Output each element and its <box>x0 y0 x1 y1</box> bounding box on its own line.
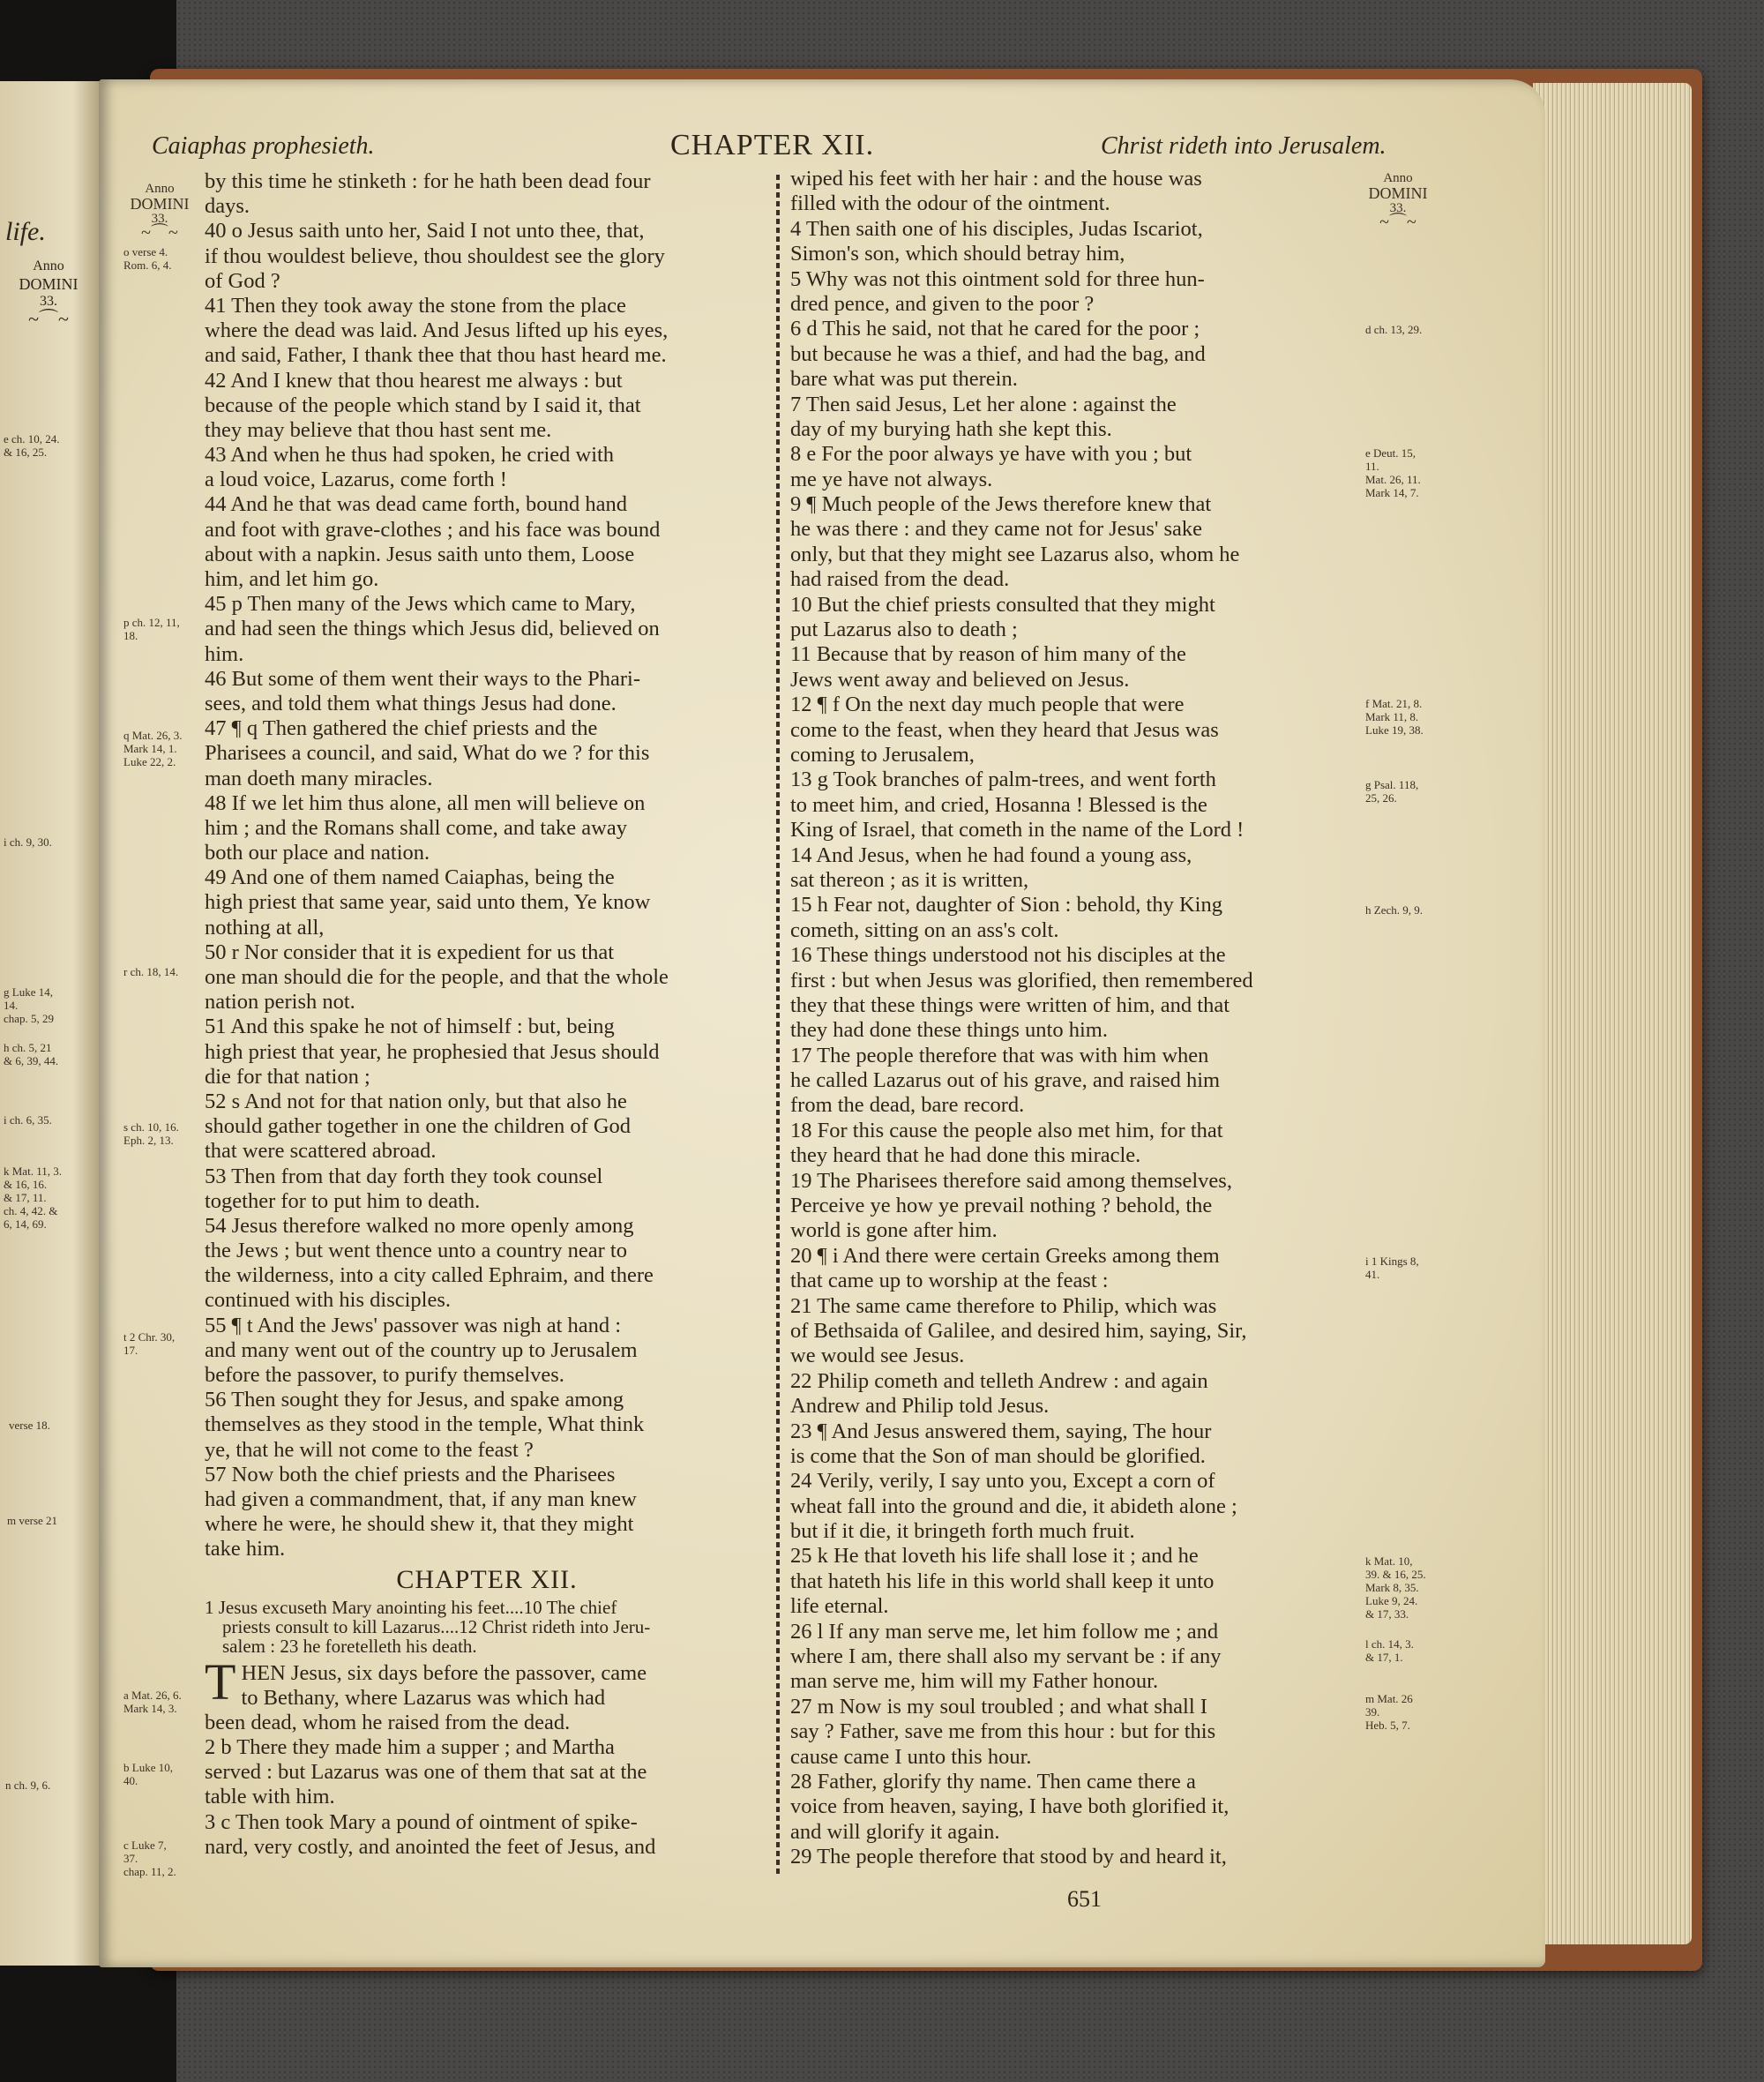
text-line: he called Lazarus out of his grave, and raised him <box>790 1068 1221 1093</box>
text-line: 7 Then said Jesus, Let her alone : against the <box>790 392 1177 416</box>
text-line: only, but that they might see Lazarus also, whom he <box>790 542 1240 566</box>
margin-ref: p ch. 12, 11, <box>123 616 180 629</box>
text-line: 22 Philip cometh and telleth Andrew : and again <box>790 1368 1208 1393</box>
text-line: he was there : and they came not for Jesus' sake <box>790 517 1203 542</box>
margin-ref: Mat. 26, 11. <box>1365 473 1421 486</box>
text-line: where he were, he should shew it, that they might <box>205 1512 634 1537</box>
text-line: 45 p Then many of the Jews which came to Mary, <box>205 592 636 617</box>
text-line: 57 Now both the chief priests and the Pharisees <box>205 1462 616 1487</box>
text-line: high priest that same year, said unto them, Ye know <box>205 890 651 915</box>
text-line: wiped his feet with her hair : and the house was <box>790 167 1202 191</box>
text-line: Andrew and Philip told Jesus. <box>790 1394 1050 1419</box>
text-line: dred pence, and given to the poor ? <box>790 291 1095 316</box>
text-line: where the dead was laid. And Jesus lifted up his eyes, <box>205 318 669 343</box>
text-line: that hateth his life in this world shall keep it unto <box>790 1569 1215 1593</box>
text-line: 23 ¶ And Jesus answered them, saying, The hour <box>790 1419 1212 1443</box>
left-text-column <box>205 169 769 1860</box>
margin-ref: r ch. 18, 14. <box>123 965 179 978</box>
text-line: 42 And I knew that thou hearest me always : but <box>205 368 623 393</box>
chapter-heading: CHAPTER XII. <box>396 1564 578 1594</box>
text-line: they that these things were written of him, and that <box>790 992 1230 1017</box>
anno-line: DOMINI <box>1368 184 1428 202</box>
text-line: take him. <box>205 1537 286 1562</box>
text-line: of Bethsaida of Galilee, and desired him, saying, Sir, <box>790 1318 1247 1343</box>
prev-ref: m verse 21 <box>7 1514 58 1527</box>
running-header-left: Caiaphas prophesieth. <box>152 132 375 160</box>
margin-ref: s ch. 10, 16. <box>123 1120 179 1134</box>
margin-ref: Luke 19, 38. <box>1365 723 1424 737</box>
prev-ref: & 6, 39, 44. <box>4 1054 59 1067</box>
margin-ref: Mark 11, 8. <box>1365 710 1419 723</box>
running-header-right: Christ rideth into Jerusalem. <box>1101 132 1387 160</box>
text-line: themselves as they stood in the temple, What think <box>205 1412 645 1437</box>
text-line: bare what was put therein. <box>790 367 1018 392</box>
prev-page-header-word: life. <box>5 217 46 246</box>
text-line: and foot with grave-clothes ; and his face was bound <box>205 517 661 542</box>
text-line: 47 ¶ q Then gathered the chief priests and the <box>205 716 598 741</box>
margin-ref: Rom. 6, 4. <box>123 258 172 272</box>
prev-page-anno-domini <box>9 258 88 328</box>
text-line: first : but when Jesus was glorified, then remembered <box>790 968 1253 992</box>
text-line: 29 The people therefore that stood by and heard it, <box>790 1845 1227 1869</box>
text-line: 3 c Then took Mary a pound of ointment of spike- <box>205 1809 638 1834</box>
text-line: wheat fall into the ground and die, it abideth alone ; <box>790 1494 1237 1518</box>
anno-line: 33. <box>1389 201 1407 215</box>
text-line: me ye have not always. <box>790 467 993 491</box>
text-line: had raised from the dead. <box>790 567 1010 592</box>
margin-ref: Luke 22, 2. <box>123 755 176 768</box>
prev-ref: i ch. 6, 35. <box>4 1113 52 1127</box>
margin-ref: chap. 11, 2. <box>123 1865 176 1878</box>
prev-anno-line: DOMINI <box>19 275 78 293</box>
text-line: 49 And one of them named Caiaphas, being the <box>205 865 615 890</box>
page-number: 651 <box>1067 1886 1102 1912</box>
text-line: 4 Then saith one of his disciples, Judas Iscariot, <box>790 216 1203 241</box>
prev-ref: ch. 4, 42. & <box>4 1204 58 1217</box>
text-line: 2 b There they made him a supper ; and Martha <box>205 1735 615 1760</box>
anno-line: DOMINI <box>130 195 190 213</box>
text-line: world is gone after him. <box>790 1218 998 1243</box>
prev-ref: g Luke 14, <box>4 985 53 999</box>
text-line: 13 g Took branches of palm-trees, and went forth <box>790 768 1216 792</box>
text-line: 48 If we let him thus alone, all men will believe on <box>205 790 646 815</box>
text-line: 55 ¶ t And the Jews' passover was nigh at hand : <box>205 1313 622 1337</box>
text-line: 9 ¶ Much people of the Jews therefore knew that <box>790 492 1212 517</box>
text-line: nothing at all, <box>205 915 325 940</box>
text-line: 44 And he that was dead came forth, bound hand <box>205 492 627 517</box>
text-line: where I am, there shall also my servant be : if any <box>790 1644 1222 1669</box>
anno-domini-left <box>120 182 199 243</box>
anno-domini-right <box>1358 171 1438 232</box>
text-line: 5 Why was not this ointment sold for three hun- <box>790 266 1205 291</box>
prev-ref: 14. <box>4 999 19 1012</box>
prev-ref: chap. 5, 29 <box>4 1012 55 1025</box>
text-line: sat thereon ; as it is written, <box>790 867 1029 892</box>
text-line: 40 o Jesus saith unto her, Said I not unto thee, that, <box>205 219 645 243</box>
text-line: 26 l If any man serve me, let him follow me ; and <box>790 1619 1219 1644</box>
margin-ref: Luke 9, 24. <box>1365 1594 1418 1607</box>
prev-ref: & 16, 25. <box>4 446 48 459</box>
text-line: we would see Jesus. <box>790 1344 965 1368</box>
margin-ref: f Mat. 21, 8. <box>1365 697 1423 710</box>
text-line: life eternal. <box>790 1594 889 1619</box>
margin-ref: d ch. 13, 29. <box>1365 323 1423 336</box>
ornament-squiggle: ~⌒~ <box>141 223 178 243</box>
margin-ref: Mark 14, 1. <box>123 742 177 755</box>
text-line: Pharisees a council, and said, What do we ? for this <box>205 741 650 766</box>
margin-ref: 39. <box>1365 1705 1380 1719</box>
text-line: that came up to worship at the feast : <box>790 1269 1109 1293</box>
text-line: man doeth many miracles. <box>205 766 433 790</box>
chapter-summary-line: salem : 23 he foretelleth his death. <box>222 1635 477 1657</box>
margin-ref: Eph. 2, 13. <box>123 1134 174 1147</box>
margin-ref: o verse 4. <box>123 245 168 258</box>
prev-ref: n ch. 9, 6. <box>5 1779 51 1792</box>
text-line: served : but Lazarus was one of them that sat at the <box>205 1760 647 1785</box>
text-line: nation perish not. <box>205 990 355 1015</box>
page-edges <box>1533 83 1692 1944</box>
text-line: to meet him, and cried, Hosanna ! Blessed is the <box>790 792 1207 817</box>
text-line: before the passover, to purify themselves. <box>205 1363 564 1387</box>
drop-cap: T <box>205 1652 236 1711</box>
text-line: Perceive ye how ye prevail nothing ? behold, the <box>790 1194 1213 1218</box>
text-line: 25 k He that loveth his life shall lose it ; and he <box>790 1544 1199 1569</box>
prev-ref: i ch. 9, 30. <box>4 835 52 849</box>
text-line: 52 s And not for that nation only, but that also he <box>205 1089 627 1113</box>
text-line: cometh, sitting on an ass's colt. <box>790 917 1059 942</box>
margin-ref: 41. <box>1365 1268 1380 1281</box>
text-line: come to the feast, when they heard that Jesus was <box>790 717 1219 742</box>
anno-line: 33. <box>151 212 168 226</box>
text-line: high priest that year, he prophesied that Jesus should <box>205 1039 660 1064</box>
text-line: put Lazarus also to death ; <box>790 618 1018 642</box>
ornament-squiggle: ~⌒~ <box>1379 213 1416 232</box>
text-line: 50 r Nor consider that it is expedient for us that <box>205 940 615 964</box>
margin-ref: & 17, 33. <box>1365 1607 1409 1621</box>
text-line: him. <box>205 641 244 666</box>
margin-ref: 40. <box>123 1774 138 1787</box>
margin-ref: h Zech. 9, 9. <box>1365 903 1423 917</box>
margin-ref: 18. <box>123 629 138 642</box>
text-line: ye, that he will not come to the feast ? <box>205 1437 534 1462</box>
margin-ref: q Mat. 26, 3. <box>123 729 183 742</box>
text-line: die for that nation ; <box>205 1064 370 1089</box>
text-line: 10 But the chief priests consulted that they might <box>790 592 1215 617</box>
margin-ref: 37. <box>123 1852 138 1865</box>
text-line: voice from heaven, saying, I have both glorified it, <box>790 1794 1230 1819</box>
text-line: him ; and the Romans shall come, and take away <box>205 815 627 840</box>
text-line: Simon's son, which should betray him, <box>790 242 1125 266</box>
text-line: 14 And Jesus, when he had found a young ass, <box>790 843 1192 867</box>
text-line: they heard that he had done this miracle. <box>790 1143 1141 1168</box>
running-header-chapter: CHAPTER XII. <box>670 129 875 161</box>
prev-anno-line: Anno <box>33 258 64 273</box>
text-line: by this time he stinketh : for he hath been dead four <box>205 169 651 193</box>
prev-ref: 6, 14, 69. <box>4 1217 47 1231</box>
margin-ref: m Mat. 26 <box>1365 1692 1413 1705</box>
prev-ref: verse 18. <box>9 1419 50 1432</box>
text-line: and many went out of the country up to Jerusalem <box>205 1337 638 1362</box>
margin-ref: Heb. 5, 7. <box>1365 1719 1410 1732</box>
text-line: 11 Because that by reason of him many of the <box>790 642 1186 667</box>
text-line: 41 Then they took away the stone from the place <box>205 293 626 318</box>
text-line: both our place and nation. <box>205 841 430 865</box>
text-line: but if it die, it bringeth forth much fruit. <box>790 1519 1135 1544</box>
margin-ref: l ch. 14, 3. <box>1365 1637 1414 1651</box>
margin-ref: Mark 8, 35. <box>1365 1581 1419 1594</box>
margin-ref: & 17, 1. <box>1365 1651 1403 1664</box>
prev-ref: & 16, 16. <box>4 1178 48 1191</box>
text-line: is come that the Son of man should be glorified. <box>790 1443 1206 1468</box>
text-line: 12 ¶ f On the next day much people that were <box>790 693 1185 717</box>
text-line: 43 And when he thus had spoken, he cried with <box>205 443 615 468</box>
text-line: 56 Then sought they for Jesus, and spake among <box>205 1388 624 1412</box>
text-line: 24 Verily, verily, I say unto you, Except a corn of <box>790 1469 1215 1494</box>
margin-ref: 39. & 16, 25. <box>1365 1568 1426 1581</box>
text-line: 51 And this spake he not of himself : but, being <box>205 1015 615 1039</box>
previous-page <box>0 81 104 1966</box>
text-line: and said, Father, I thank thee that thou hast heard me. <box>205 343 667 368</box>
text-line: one man should die for the people, and that the whole <box>205 965 669 989</box>
text-line: that were scattered abroad. <box>205 1139 437 1164</box>
text-line: 53 Then from that day forth they took counsel <box>205 1164 603 1188</box>
text-line: they may believe that thou hast sent me. <box>205 417 552 442</box>
text-line: the wilderness, into a city called Ephraim, and there <box>205 1263 654 1288</box>
text-line: Jews went away and believed on Jesus. <box>790 667 1130 692</box>
text-line: coming to Jerusalem, <box>790 742 975 767</box>
text-line: him, and let him go. <box>205 567 379 591</box>
text-line: man serve me, him will my Father honour. <box>790 1669 1159 1694</box>
text-line: from the dead, bare record. <box>790 1093 1025 1118</box>
text-line: 18 For this cause the people also met him, for that <box>790 1118 1223 1142</box>
text-line: cause came I unto this hour. <box>790 1744 1032 1769</box>
text-line: the Jews ; but went thence unto a country near to <box>205 1239 627 1263</box>
margin-ref: Mark 14, 7. <box>1365 486 1419 499</box>
text-line: 46 But some of them went their ways to the Phari- <box>205 666 640 691</box>
margin-ref: i 1 Kings 8, <box>1365 1254 1419 1268</box>
text-line: filled with the odour of the ointment. <box>790 191 1110 216</box>
text-line: 15 h Fear not, daughter of Sion : behold, thy King <box>790 893 1222 917</box>
anno-line: Anno <box>1383 171 1413 185</box>
margin-ref: g Psal. 118, <box>1365 778 1419 791</box>
text-line: sees, and told them what things Jesus had done. <box>205 691 617 715</box>
margin-ref: e Deut. 15, <box>1365 446 1416 460</box>
chapter-summary-line: priests consult to kill Lazarus....12 Christ rideth into Jeru- <box>222 1615 651 1637</box>
right-text-column <box>790 167 1360 1870</box>
text-line: together for to put him to death. <box>205 1188 481 1213</box>
text-line: been dead, whom he raised from the dead. <box>205 1710 571 1734</box>
text-line: should gather together in one the children of God <box>205 1114 632 1139</box>
margin-ref: t 2 Chr. 30, <box>123 1330 176 1344</box>
text-line: if thou wouldest believe, thou shouldest see the glory <box>205 243 665 268</box>
text-line: 54 Jesus therefore walked no more openly among <box>205 1213 634 1238</box>
prev-ref: h ch. 5, 21 <box>4 1041 52 1054</box>
text-line: 16 These things understood not his disciples at the <box>790 943 1226 968</box>
margin-ref: 25, 26. <box>1365 791 1397 805</box>
anno-line: Anno <box>145 182 175 196</box>
margin-ref: b Luke 10, <box>123 1761 173 1774</box>
prev-anno-line: 33. <box>40 294 57 309</box>
margin-ref: k Mat. 10, <box>1365 1554 1413 1568</box>
text-line: because of the people which stand by I said it, that <box>205 393 641 417</box>
text-line: days. <box>205 194 250 219</box>
text-line: and had seen the things which Jesus did, believed on <box>205 617 660 641</box>
ornament-squiggle: ~⌒~ <box>28 308 69 330</box>
text-line: 8 e For the poor always ye have with you ; but <box>790 442 1192 467</box>
margin-ref: Mark 14, 3. <box>123 1702 177 1715</box>
text-line: continued with his disciples. <box>205 1288 451 1313</box>
text-line: but because he was a thief, and had the bag, and <box>790 341 1206 366</box>
text-line: 17 The people therefore that was with him when <box>790 1043 1209 1067</box>
margin-ref: 11. <box>1365 460 1379 473</box>
text-line: 20 ¶ i And there were certain Greeks among them <box>790 1243 1220 1268</box>
text-line: 28 Father, glorify thy name. Then came there a <box>790 1770 1196 1794</box>
text-line: nard, very costly, and anointed the feet of Jesus, and <box>205 1834 656 1859</box>
text-line: table with him. <box>205 1785 335 1809</box>
text-line: HEN Jesus, six days before the passover, came <box>241 1660 647 1685</box>
text-line: about with a napkin. Jesus saith unto them, Loose <box>205 542 635 566</box>
text-line: 6 d This he said, not that he cared for the poor ; <box>790 317 1200 341</box>
column-divider <box>776 175 780 1877</box>
prev-ref: & 17, 11. <box>4 1191 47 1204</box>
text-line: to Bethany, where Lazarus was which had <box>241 1685 606 1710</box>
text-line: King of Israel, that cometh in the name of the Lord ! <box>790 818 1245 843</box>
margin-ref: 17. <box>123 1344 138 1357</box>
chapter-summary-line: 1 Jesus excuseth Mary anointing his feet....10 The chief <box>205 1596 617 1618</box>
text-line: 21 The same came therefore to Philip, which was <box>790 1293 1217 1318</box>
text-line: day of my burying hath she kept this. <box>790 416 1112 441</box>
prev-ref: e ch. 10, 24. <box>4 432 60 446</box>
text-line: 19 The Pharisees therefore said among themselves, <box>790 1168 1232 1193</box>
text-line: had given a commandment, that, if any man knew <box>205 1487 637 1511</box>
text-line: 27 m Now is my soul troubled ; and what shall I <box>790 1694 1207 1719</box>
text-line: a loud voice, Lazarus, come forth ! <box>205 468 507 492</box>
text-line: they had done these things unto him. <box>790 1018 1108 1043</box>
margin-ref: c Luke 7, <box>123 1839 167 1852</box>
text-line: of God ? <box>205 268 280 293</box>
margin-ref: a Mat. 26, 6. <box>123 1689 182 1702</box>
text-line: and will glorify it again. <box>790 1819 1000 1844</box>
prev-ref: k Mat. 11, 3. <box>4 1165 62 1178</box>
text-line: say ? Father, save me from this hour : but for this <box>790 1719 1216 1744</box>
